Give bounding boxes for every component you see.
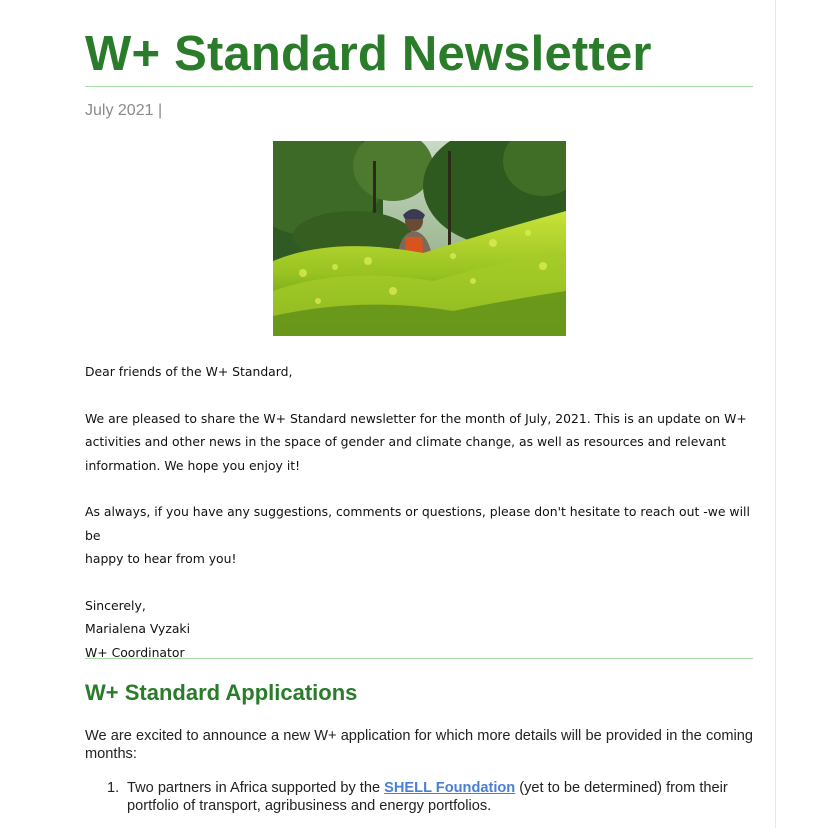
newsletter-date: July 2021 | bbox=[85, 102, 163, 119]
page-edge-divider bbox=[775, 0, 776, 828]
letter-paragraph-1-line-3: information. We hope you enjoy it! bbox=[85, 457, 301, 473]
shell-foundation-link[interactable]: SHELL Foundation bbox=[384, 780, 516, 796]
letter-paragraph-2-line-1: As always, if you have any suggestions, comments or questions, please don't hesitate to reach out -we will be bbox=[85, 504, 750, 543]
letter-paragraph-1-line-1: We are pleased to share the W+ Standard newsletter for the month of July, 2021. This is an update on W+ bbox=[85, 410, 747, 426]
letter-paragraph-1-line-2: activities and other news in the space of gender and climate change, as well as resources and relevant bbox=[85, 434, 726, 449]
newsletter-page bbox=[85, 0, 753, 814]
tea-plantation-worker-photo bbox=[273, 141, 566, 336]
title-divider bbox=[85, 86, 753, 87]
list-item bbox=[85, 780, 753, 815]
list-item-text-before: Two partners in Africa supported by the bbox=[127, 780, 385, 796]
applications-heading: W+ Standard Applications bbox=[85, 680, 358, 705]
letter-greeting: Dear friends of the W+ Standard, bbox=[85, 364, 293, 379]
newsletter-title: W+ Standard Newsletter bbox=[85, 27, 652, 81]
list-item-text-after: (yet to be determined) from their portfolio of transport, agribusiness and energy portfolios. bbox=[127, 780, 728, 814]
list-item-number: 1. bbox=[107, 780, 120, 796]
section-divider bbox=[85, 658, 753, 659]
signer-role: W+ Coordinator bbox=[85, 644, 185, 660]
signer-name: Marialena Vyzaki bbox=[85, 621, 191, 636]
letter-paragraph-2-line-2: happy to hear from you! bbox=[85, 551, 237, 566]
letter-closing: Sincerely, bbox=[85, 597, 146, 613]
applications-list bbox=[85, 780, 753, 815]
applications-intro: We are excited to announce a new W+ application for which more details will be provided in the coming months: bbox=[85, 728, 753, 762]
letter-body bbox=[85, 360, 753, 664]
